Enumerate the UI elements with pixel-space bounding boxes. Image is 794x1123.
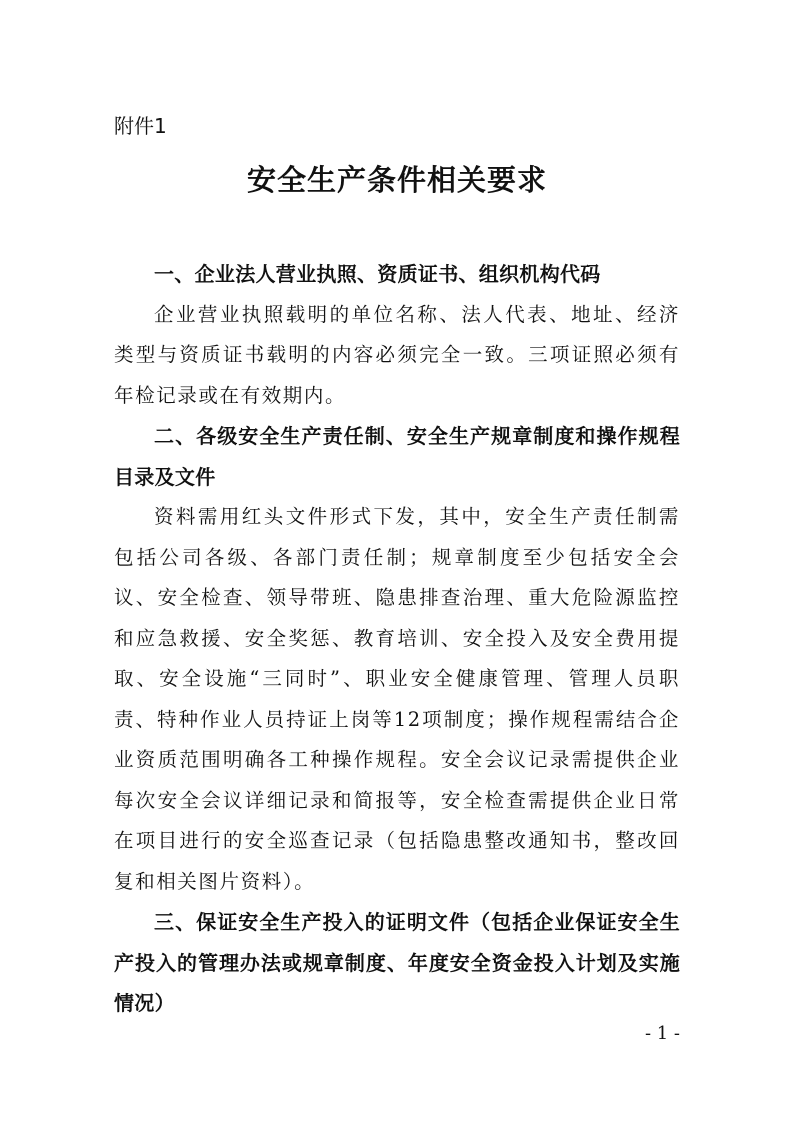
- section-heading-2: 二、各级安全生产责任制、安全生产规章制度和操作规程目录及文件: [114, 424, 680, 489]
- document-title: 安全生产条件相关要求: [246, 163, 547, 197]
- section-heading-3: 三、保证安全生产投入的证明文件（包括企业保证安全生产投入的管理办法或规章制度、年度安全资金投入计划及实施情况）: [114, 910, 680, 1015]
- section-paragraph-1: 企业营业执照载明的单位名称、法人代表、地址、经济类型与资质证书载明的内容必须完全一致。三项证照必须有年检记录或在有效期内。: [114, 302, 680, 407]
- document-body: [114, 254, 680, 1024]
- attachment-label: 附件1: [114, 114, 167, 138]
- section-paragraph-2: 资料需用红头文件形式下发，其中，安全生产责任制需包括公司各级、各部门责任制；规章制度至少包括安全会议、安全检查、领导带班、隐患排查治理、重大危险源监控和应急救援、安全奖惩、教育培训、安全投入及安全费用提取、安全设施“三同时”、职业安全健康管理、管理人员职责、特种作业人员持证上岗等12项制度；操作规程需结合企业资质范围明确各工种操作规程。安全会议记录需提供企业每次安全会议详细记录和简报等，安全检查需提供企业日常在项目进行的安全巡查记录（包括隐患整改通知书，整改回复和相关图片资料）。: [114, 505, 680, 893]
- page-number: - 1 -: [644, 1023, 680, 1044]
- section-heading-1: 一、企业法人营业执照、资质证书、组织机构代码: [154, 262, 601, 286]
